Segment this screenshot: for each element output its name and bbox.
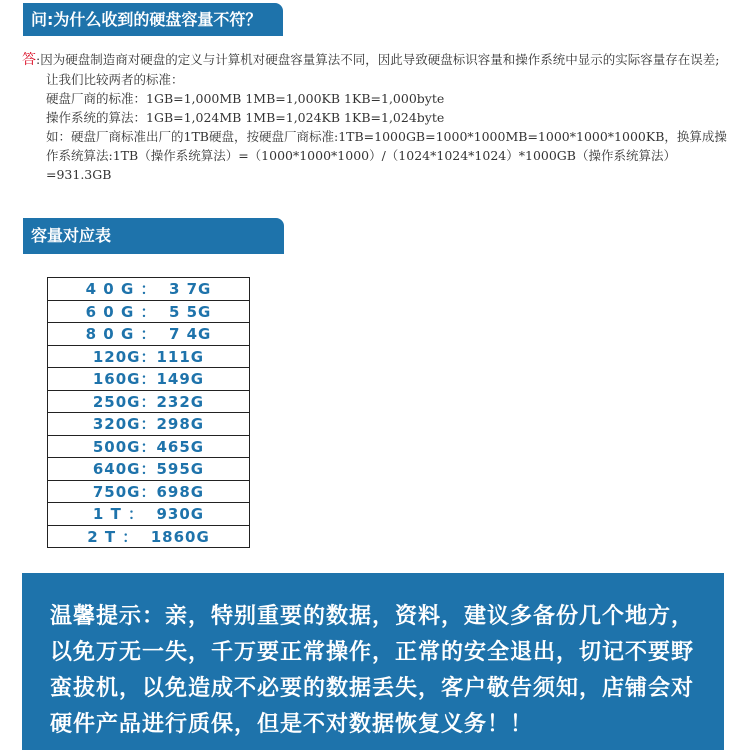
table-cell: 320G：298G <box>48 413 250 436</box>
table-row <box>48 323 250 346</box>
table-cell: 160G：149G <box>48 368 250 391</box>
answer-line-2: 硬盘厂商的标准：1GB=1,000MB 1MB=1,000KB 1KB=1,000byte <box>46 91 445 106</box>
table-row <box>48 390 250 413</box>
table-row <box>48 503 250 526</box>
table-row <box>48 458 250 481</box>
answer-intro-text: :因为硬盘制造商对硬盘的定义与计算机对硬盘容量算法不同，因此导致硬盘标识容量和操作系统中显示的实际容量存在误差; <box>36 52 720 67</box>
table-cell: 120G：111G <box>48 345 250 368</box>
table-row <box>48 278 250 301</box>
answer-line-3: 操作系统的算法：1GB=1,024MB 1MB=1,024KB 1KB=1,024byte <box>46 110 445 125</box>
answer-prefix: 答 <box>22 52 36 68</box>
table-row <box>48 480 250 503</box>
table-row <box>48 525 250 548</box>
table-heading: 容量对应表 <box>23 218 284 254</box>
answer-block <box>22 50 734 184</box>
table-cell: 500G：465G <box>48 435 250 458</box>
question-heading: 问:为什么收到的硬盘容量不符？ <box>23 3 283 36</box>
table-cell: 2 T ： 1860G <box>48 525 250 548</box>
table-row <box>48 413 250 436</box>
answer-details <box>22 70 734 184</box>
table-cell: 750G：698G <box>48 480 250 503</box>
table-cell: 8 0 G ： 7 4G <box>48 323 250 346</box>
answer-line-4: 如：硬盘厂商标准出厂的1TB硬盘，按硬盘厂商标准:1TB=1000GB=1000*1000MB=1000*1000*1000KB，换算成操作系统算法:1TB（操作系统算法）=（1000*1000*1000）/（1024*1024*1024）*1000GB（操作系统算法）=931.3GB <box>46 129 727 182</box>
table-row <box>48 435 250 458</box>
table-row <box>48 368 250 391</box>
table-cell: 640G：595G <box>48 458 250 481</box>
answer-line-1: 让我们比较两者的标准： <box>46 72 184 87</box>
table-row <box>48 300 250 323</box>
table-cell: 250G：232G <box>48 390 250 413</box>
table-cell: 4 0 G ： 3 7G <box>48 278 250 301</box>
answer-intro <box>22 50 734 70</box>
table-cell: 1 T ： 930G <box>48 503 250 526</box>
capacity-table <box>47 277 250 548</box>
table-cell: 6 0 G ： 5 5G <box>48 300 250 323</box>
table-row <box>48 345 250 368</box>
notice-banner: 温馨提示：亲，特别重要的数据，资料，建议多备份几个地方，以免万无一失，千万要正常操作，正常的安全退出，切记不要野蛮拔机，以免造成不必要的数据丢失，客户敬告须知，店铺会对硬件产品进行质保，但是不对数据恢复义务！！ <box>22 573 724 750</box>
